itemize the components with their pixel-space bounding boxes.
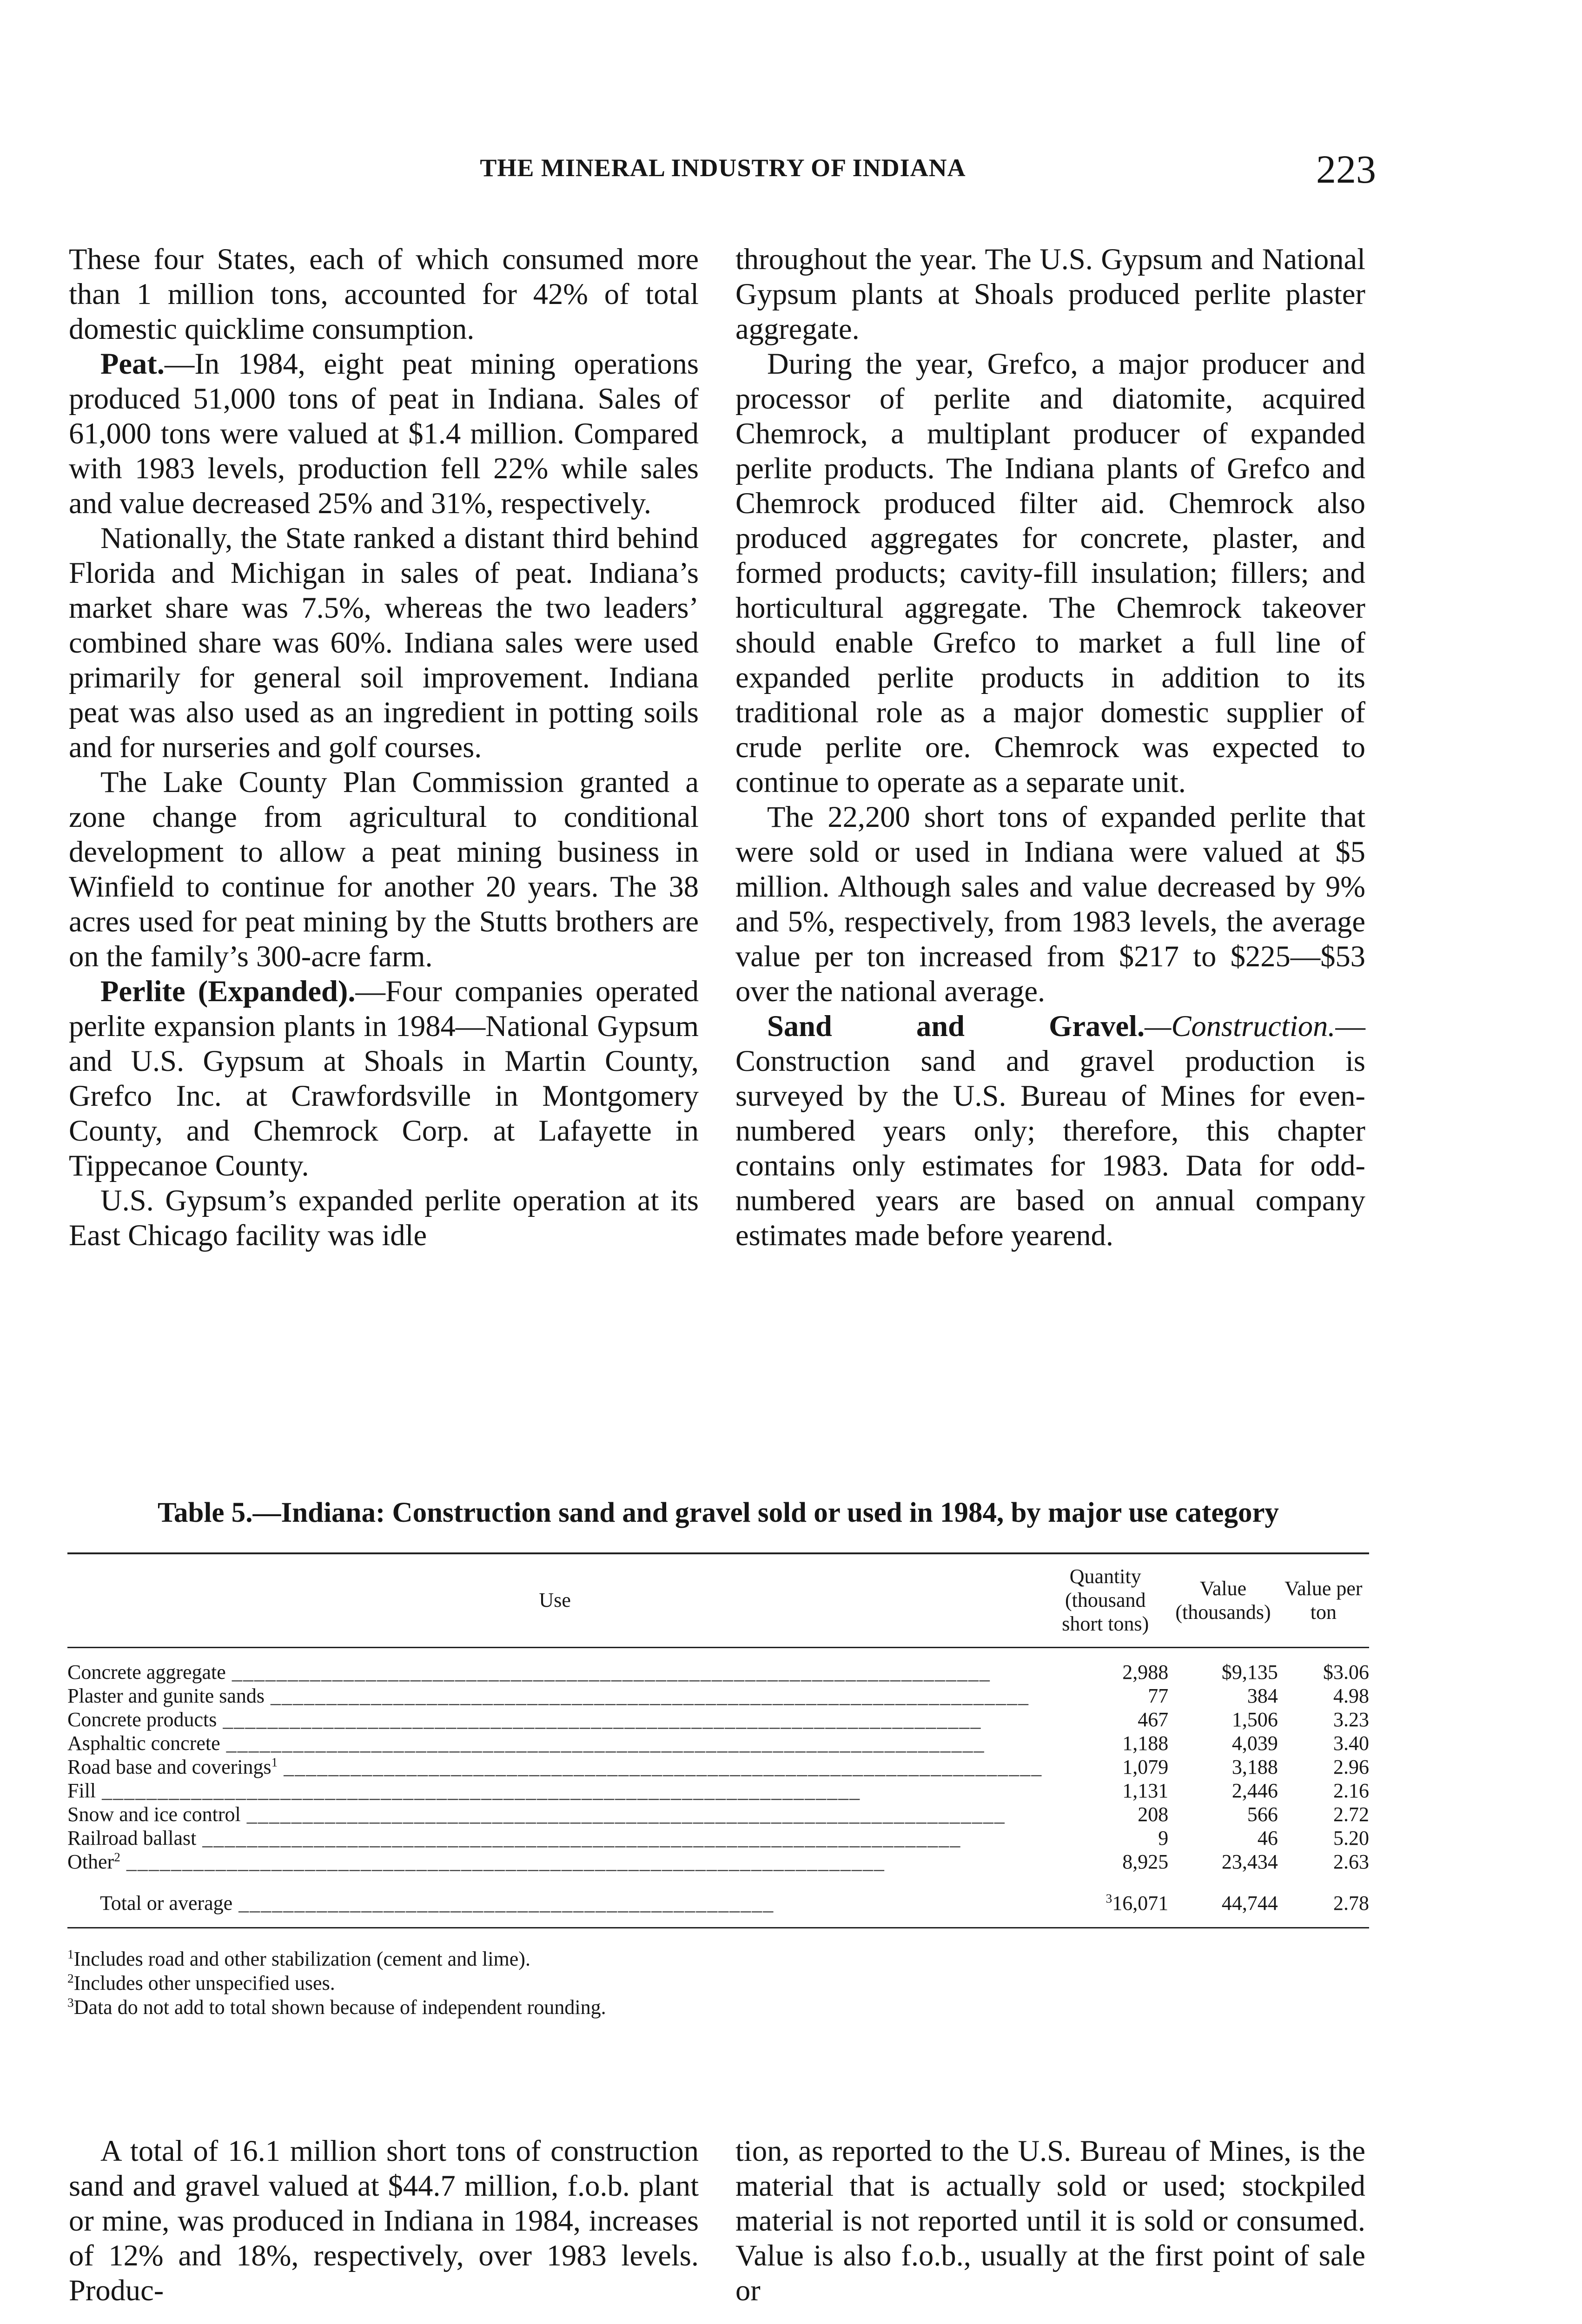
paragraph-text: —Construction sand and gravel production is surveyed by the U.S. Bureau of Mines for even-numbered years only; therefore, this chapter contains only estimates for 1983. Data for odd-numbered years are based on annual company estimates made before yearend.: [735, 1010, 1365, 1252]
table-row: [67, 1779, 1369, 1802]
paragraph: Nationally, the State ranked a distant third behind Florida and Michigan in sales of peat. Indiana’s market share was 7.5%, whereas the two leaders’ combined share was 60%. Indiana sales were used primarily for general soil improvement. Indiana peat was also used as an ingredient in potting soils and for nurseries and golf courses.: [69, 522, 699, 764]
value-cell: 566: [1247, 1803, 1278, 1826]
left-column: [69, 242, 699, 1253]
total-value: 44,744: [1168, 1874, 1278, 1928]
footnote-ref: 2: [114, 1850, 120, 1864]
quantity-cell: 77: [1148, 1684, 1169, 1707]
page-header: [70, 147, 1376, 205]
value-per-ton-cell: 2.96: [1333, 1756, 1369, 1778]
use-label: Plaster and gunite sands: [67, 1684, 265, 1707]
column-header-value: Value (thousands): [1168, 1553, 1278, 1648]
bottom-right-column: [735, 2133, 1365, 2308]
subheading-construction: —Construction.: [1145, 1010, 1336, 1043]
total-value-per-ton: 2.78: [1278, 1874, 1369, 1928]
data-table: [67, 1552, 1369, 1928]
value-per-ton-cell: 3.23: [1333, 1708, 1369, 1731]
paragraph-sand-gravel: [735, 1009, 1365, 1253]
use-cell: [67, 1826, 1042, 1850]
value-per-ton-cell: 2.72: [1333, 1803, 1369, 1826]
section-heading-perlite: Perlite (Expanded).: [100, 975, 356, 1008]
use-label: Snow and ice control: [67, 1803, 241, 1826]
leader-dots: ____________________________________________________________________: [240, 1803, 1006, 1826]
value-cell: 1,506: [1231, 1708, 1278, 1731]
value-cell: $9,135: [1221, 1661, 1278, 1684]
quantity-cell: 8,925: [1122, 1850, 1169, 1873]
paragraph-perlite: [69, 974, 699, 1183]
table-row: [67, 1802, 1369, 1826]
column-header-use: Use: [67, 1553, 1042, 1648]
value-cell: 4,039: [1231, 1732, 1278, 1755]
value-cell: 46: [1257, 1827, 1278, 1849]
table-body: [67, 1648, 1369, 1874]
footnote-ref: 3: [1105, 1891, 1112, 1906]
use-cell: [67, 1779, 1042, 1802]
table-5: [67, 1497, 1369, 2020]
quantity-cell: 1,079: [1122, 1756, 1169, 1778]
leader-dots: ____________________________________________________________________: [225, 1661, 991, 1684]
leader-dots: ____________________________________________________________________: [96, 1779, 861, 1802]
use-label: Other: [67, 1850, 114, 1873]
use-label: Concrete products: [67, 1708, 217, 1731]
bottom-left-column: [69, 2133, 699, 2308]
paragraph: During the year, Grefco, a major producer and processor of perlite and diatomite, acquired Chemrock, a multiplant producer of expanded perlite products. The Indiana plants of Grefco and Chemrock produced filter aid. Chemrock also produced aggregates for concrete, plaster, and formed products; cavity-fill insulation; fillers; and horticultural aggregate. The Chemrock takeover should enable Grefco to market a full line of expanded perlite products in addition to its traditional role as a major domestic supplier of crude perlite ore. Chemrock was expected to continue to operate as a separate unit.: [735, 347, 1365, 799]
page-number: 223: [1316, 147, 1376, 191]
total-quantity-cell: [1042, 1874, 1168, 1928]
table-header-row: [67, 1553, 1369, 1648]
footnote-text: Data do not add to total shown because of independent rounding.: [73, 1996, 606, 2019]
footnote: [67, 1995, 1369, 2020]
value-per-ton-cell: $3.06: [1323, 1661, 1369, 1684]
use-label: Road base and coverings: [67, 1756, 271, 1778]
footnote-mark: 2: [67, 1971, 74, 1986]
paragraph: tion, as reported to the U.S. Bureau of Mines, is the material that is actually sold or used; stockpiled material is not reported until it is sold or consumed. Value is also f.o.b., usually at the first point of sale or: [735, 2134, 1365, 2307]
use-label: Asphaltic concrete: [67, 1732, 220, 1755]
use-cell: [67, 1802, 1042, 1826]
paragraph: A total of 16.1 million short tons of construction sand and gravel valued at $44.7 million, f.o.b. plant or mine, was produced in Indiana in 1984, increases of 12% and 18%, respectively, over 1983 levels. Produc-: [69, 2134, 699, 2307]
footnote-text: Includes other unspecified uses.: [73, 1972, 335, 1994]
paragraph-peat: [69, 346, 699, 521]
table-row: [67, 1826, 1369, 1850]
paragraph-text: —Four companies operated perlite expansion plants in 1984—National Gypsum and U.S. Gypsum at Shoals in Martin County, Grefco Inc. at Crawfordsville in Montgomery County, and Chemrock Corp. at Lafayette in Tippecanoe County.: [69, 975, 699, 1182]
table-total-row: [67, 1874, 1369, 1928]
value-per-ton-cell: 2.63: [1333, 1850, 1369, 1873]
leader-dots: ____________________________________________________________________: [278, 1756, 1043, 1778]
table-footnotes: [67, 1947, 1369, 2020]
leader-dots: ____________________________________________________________________: [120, 1850, 885, 1873]
use-cell: [67, 1684, 1042, 1708]
quantity-cell: 208: [1138, 1803, 1169, 1826]
value-per-ton-cell: 2.16: [1333, 1779, 1369, 1802]
quantity-cell: 1,131: [1122, 1779, 1169, 1802]
table-row: [67, 1708, 1369, 1731]
paragraph-text: —In 1984, eight peat mining operations produced 51,000 tons of peat in Indiana. Sales of 61,000 tons were valued at $1.4 million. Compared with 1983 levels, production fell 22% while sales and value decreased 25% and 31%, respectively.: [69, 347, 699, 520]
leader-dots: ________________________________________________: [232, 1892, 774, 1915]
quantity-cell: 1,188: [1122, 1732, 1169, 1755]
use-label: Railroad ballast: [67, 1827, 197, 1849]
leader-dots: ____________________________________________________________________: [196, 1827, 961, 1849]
total-label-cell: [67, 1874, 1042, 1928]
table-row: [67, 1731, 1369, 1755]
footnote: [67, 1971, 1369, 1995]
table-row: [67, 1850, 1369, 1874]
paragraph: throughout the year. The U.S. Gypsum and National Gypsum plants at Shoals produced perlite plaster aggregate.: [735, 243, 1365, 345]
use-cell: [67, 1708, 1042, 1731]
leader-dots: ____________________________________________________________________: [265, 1684, 1030, 1707]
quantity-cell: 467: [1138, 1708, 1169, 1731]
value-cell: 2,446: [1231, 1779, 1278, 1802]
value-cell: 384: [1247, 1684, 1278, 1707]
column-header-quantity: Quantity (thousand short tons): [1042, 1553, 1168, 1648]
value-per-ton-cell: 4.98: [1333, 1684, 1369, 1707]
value-cell: 3,188: [1231, 1756, 1278, 1778]
use-cell: [67, 1850, 1042, 1874]
use-label: Concrete aggregate: [67, 1661, 226, 1684]
value-cell: 23,434: [1221, 1850, 1278, 1873]
leader-dots: ____________________________________________________________________: [220, 1732, 985, 1755]
quantity-cell: 2,988: [1122, 1661, 1169, 1684]
use-cell: [67, 1731, 1042, 1755]
paragraph: U.S. Gypsum’s expanded perlite operation at its East Chicago facility was idle: [69, 1184, 699, 1252]
running-title: THE MINERAL INDUSTRY OF INDIANA: [480, 154, 966, 182]
footnote-mark: 1: [67, 1947, 74, 1961]
paragraph: The 22,200 short tons of expanded perlite that were sold or used in Indiana were valued at $5 million. Although sales and value decreased by 9% and 5%, respectively, from 1983 levels, the average value per ton increased from $217 to $225—$53 over the national average.: [735, 800, 1365, 1008]
footnote-text: Includes road and other stabilization (cement and lime).: [73, 1948, 530, 1970]
right-column: [735, 242, 1365, 1253]
paragraph: These four States, each of which consumed more than 1 million tons, accounted for 42% of total domestic quicklime consumption.: [69, 243, 699, 345]
table-row: [67, 1755, 1369, 1779]
value-per-ton-cell: 5.20: [1333, 1827, 1369, 1849]
leader-dots: ____________________________________________________________________: [217, 1708, 982, 1731]
quantity-cell: 9: [1158, 1827, 1169, 1849]
section-heading-peat: Peat.: [100, 347, 165, 380]
total-label: Total or average: [100, 1892, 233, 1915]
table-row: [67, 1684, 1369, 1708]
use-cell: [67, 1755, 1042, 1779]
use-cell: [67, 1648, 1042, 1684]
table-row: [67, 1648, 1369, 1684]
use-label: Fill: [67, 1779, 96, 1802]
section-heading-sand-gravel: Sand and Gravel.: [767, 1010, 1145, 1043]
table-title: Table 5.—Indiana: Construction sand and gravel sold or used in 1984, by major use category: [157, 1497, 1279, 1528]
column-header-value-per-ton: Value per ton: [1278, 1553, 1369, 1648]
footnote: [67, 1947, 1369, 1971]
footnote-ref: 1: [271, 1755, 278, 1769]
value-per-ton-cell: 3.40: [1333, 1732, 1369, 1755]
total-quantity: 16,071: [1112, 1892, 1169, 1915]
footnote-mark: 3: [67, 1995, 74, 2010]
paragraph: The Lake County Plan Commission granted a zone change from agricultural to conditional development to allow a peat mining business in Winfield to continue for another 20 years. The 38 acres used for peat mining by the Stutts brothers are on the family’s 300-acre farm.: [69, 766, 699, 973]
